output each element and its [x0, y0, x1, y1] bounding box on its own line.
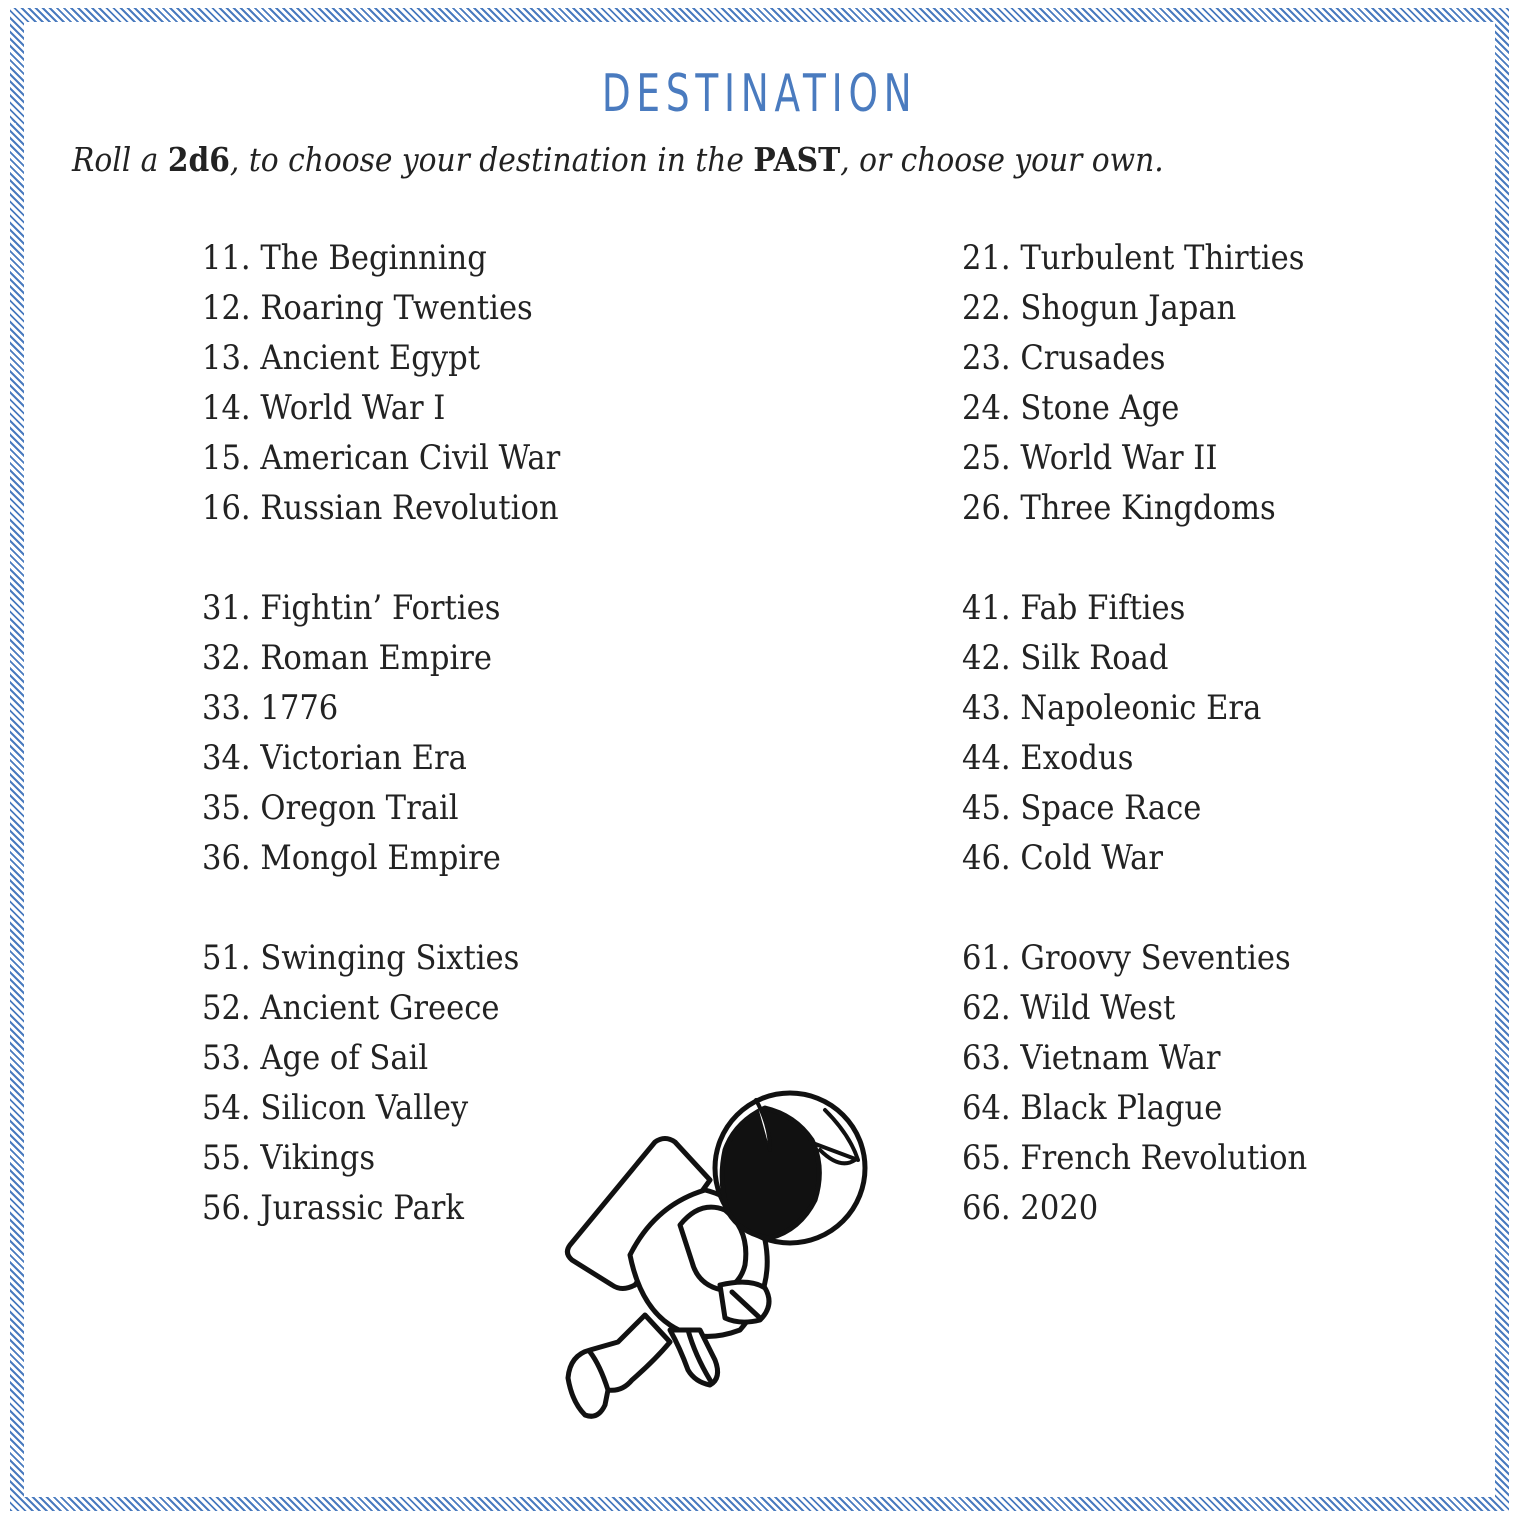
list-item: 43. Napoleonic Era [962, 688, 1262, 728]
list-item: 12. Roaring Twenties [202, 288, 533, 328]
list-item: 24. Stone Age [962, 388, 1180, 428]
list-item: 33. 1776 [202, 688, 339, 728]
list-item: 46. Cold War [962, 838, 1163, 878]
list-item: 44. Exodus [962, 738, 1134, 778]
list-item: 11. The Beginning [202, 238, 487, 278]
list-item: 16. Russian Revolution [202, 488, 559, 528]
table-group [962, 583, 1307, 883]
list-item: 22. Shogun Japan [962, 288, 1237, 328]
list-item: 23. Crusades [962, 338, 1166, 378]
instructions [72, 138, 1164, 182]
list-item: 42. Silk Road [962, 638, 1169, 678]
table-group [962, 933, 1307, 1233]
left-column [202, 233, 560, 1283]
era-label: PAST [753, 140, 841, 179]
list-item: 54. Silicon Valley [202, 1088, 469, 1128]
list-item: 51. Swinging Sixties [202, 938, 520, 978]
right-column [962, 233, 1307, 1283]
list-item: 31. Fightin’ Forties [202, 588, 501, 628]
list-item: 61. Groovy Seventies [962, 938, 1291, 978]
list-item: 36. Mongol Empire [202, 838, 501, 878]
list-item: 21. Turbulent Thirties [962, 238, 1305, 278]
list-item: 13. Ancient Egypt [202, 338, 481, 378]
list-item: 63. Vietnam War [962, 1038, 1221, 1078]
list-item: 62. Wild West [962, 988, 1176, 1028]
table-group [202, 233, 560, 533]
list-item: 64. Black Plague [962, 1088, 1223, 1128]
instructions-part1: Roll a [72, 140, 168, 179]
list-item: 35. Oregon Trail [202, 788, 459, 828]
list-item: 66. 2020 [962, 1188, 1099, 1228]
table-group [202, 933, 560, 1233]
astronaut-icon [560, 1080, 870, 1420]
list-item: 53. Age of Sail [202, 1038, 429, 1078]
list-item: 52. Ancient Greece [202, 988, 500, 1028]
list-item: 25. World War II [962, 438, 1218, 478]
list-item: 15. American Civil War [202, 438, 561, 478]
list-item: 26. Three Kingdoms [962, 488, 1276, 528]
page-title: DESTINATION [601, 64, 918, 124]
list-item: 45. Space Race [962, 788, 1202, 828]
list-item: 41. Fab Fifties [962, 588, 1186, 628]
table-group [202, 583, 560, 883]
list-item: 65. French Revolution [962, 1138, 1308, 1178]
list-item: 55. Vikings [202, 1138, 376, 1178]
instructions-part2: , to choose your destination in the [229, 140, 754, 179]
list-item: 32. Roman Empire [202, 638, 493, 678]
list-item: 56. Jurassic Park [202, 1188, 464, 1228]
instructions-part3: , or choose your own. [840, 140, 1164, 179]
dice-label: 2d6 [167, 140, 230, 179]
list-item: 14. World War I [202, 388, 446, 428]
table-group [962, 233, 1307, 533]
list-item: 34. Victorian Era [202, 738, 467, 778]
